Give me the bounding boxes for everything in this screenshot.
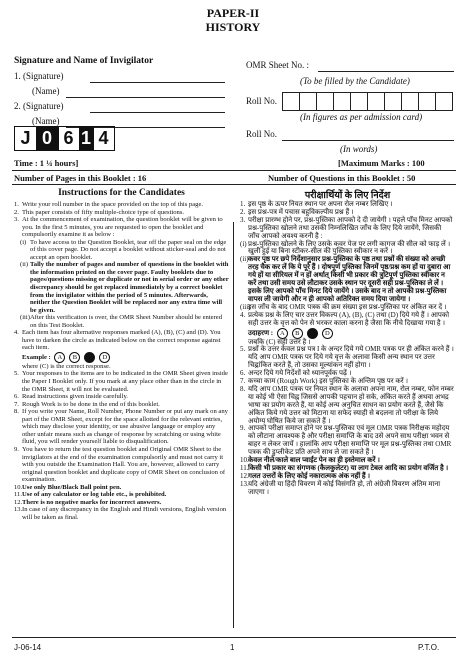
hi-item-text: इस प्रश्न-पत्र में पचास बहुविकल्पीय प्रश्न हैं । <box>248 207 354 216</box>
en-item-number: 8. <box>14 408 19 416</box>
en-item-number: 13. <box>14 506 23 514</box>
hi-item-text: गलत उत्तरों के लिए कोई नकारात्मक अंक नहीं हैं । <box>248 471 370 480</box>
en-item <box>14 408 229 446</box>
en-item <box>14 446 229 484</box>
hi-item <box>240 241 454 257</box>
en-item <box>14 201 229 209</box>
instructions-hi-heading: परीक्षार्थियों के लिए निर्देश <box>304 191 391 201</box>
hi-item-number: 9. <box>240 424 246 433</box>
hi-item-number: 13. <box>240 479 249 488</box>
en-item <box>14 261 229 314</box>
hi-item-number: 11. <box>240 464 249 472</box>
hi-item-number: 10. <box>240 456 249 465</box>
question-count: Number of Questions in this Booklet : 50 <box>268 173 416 183</box>
en-item <box>14 239 229 262</box>
hi-example-bubble: B <box>292 328 303 339</box>
roll-no-hint: (In figures as per admission card) <box>300 112 423 122</box>
en-item <box>14 329 229 352</box>
en-item <box>14 209 229 217</box>
hi-item <box>240 312 454 328</box>
en-item-text: Read instructions given inside carefully. <box>22 393 128 401</box>
hi-item-number: (iii) <box>240 302 251 311</box>
hi-item-text: इस पृष्ठ के ऊपर नियत स्थान पर अपना रोल नम्बर लिखिए । <box>248 200 393 208</box>
en-item-number: 4. <box>14 329 19 337</box>
hi-item-number: (ii) <box>240 255 249 264</box>
hi-item-number: 6. <box>240 369 246 378</box>
code-char: 0 <box>36 126 59 151</box>
code-char: 6 <box>57 126 80 151</box>
hi-example-label: उदाहरण : <box>248 328 275 337</box>
hi-item-text: केवल नीले/काले बाल प्वाईंट पेन का ही इस्तेमाल करें । <box>248 456 380 465</box>
hi-example-bubble: D <box>322 328 333 339</box>
hi-item-number: 12. <box>240 471 249 480</box>
en-item-text: If you write your Name, Roll Number, Phone Number or put any mark on any part of the OMR Sheet, except for the space allotted for the relevant entries, which may disclose your identity, or use abusive language or employ any other unfair means such as change of response by scratching or using white fluid, you will render yourself liable to disqualification. <box>22 408 228 446</box>
hi-item <box>240 256 454 303</box>
time-label: Time : 1 ¼ hours] <box>14 158 79 168</box>
hi-item-text: परीक्षा प्रारम्भ होने पर, प्रश्न-पुस्तिका आपको दे दी जायेगी । पहले पाँच मिनट आपको प्रश्न-पुस्तिका खोलने तथा उसकी निम्नलिखित जाँच के लिए दिये जायेंगे, जिसकी जाँच आपको अवश्य करनी है : <box>248 215 453 240</box>
en-item-text: Write your roll number in the space provided on the top of this page. <box>22 201 204 208</box>
footer-pto: P.T.O. <box>418 643 440 652</box>
en-item <box>14 506 229 521</box>
en-item-text: Your responses to the items are to be indicated in the OMR Sheet given inside the Paper I Booklet only. If you mark at any place other than in the circle in the OMR Sheet, it will not be evaluated. <box>22 370 228 393</box>
hi-example-bubble: A <box>277 328 288 339</box>
divider <box>12 170 456 171</box>
en-item-text: At the commencement of examination, the question booklet will be given to you. In the first 5 minutes, you are requested to open the booklet and compulsorily examine it as below : <box>22 216 223 239</box>
roll-words-label: Roll No. <box>246 129 278 139</box>
hi-item-number: 1. <box>240 200 246 208</box>
hi-item-text: जबकि (C) सही उत्तर है । <box>248 337 311 346</box>
hi-item-number: 7. <box>240 377 246 386</box>
hi-item-text: इस जाँच के बाद OMR पत्रक की क्रम संख्या इस प्रश्न-पुस्तिका पर अंकित कर दें । <box>248 302 447 311</box>
code-char: 1 <box>79 126 94 151</box>
name-1-line[interactable] <box>66 97 225 98</box>
instructions-en-list <box>14 201 229 521</box>
en-item <box>14 314 229 329</box>
en-item-number: 10. <box>14 483 23 491</box>
hi-item-number: 4. <box>240 310 246 319</box>
en-item-text: In case of any discrepancy in the English and Hindi versions, English version will be taken as final. <box>22 506 227 521</box>
signature-2-line[interactable] <box>90 112 225 113</box>
instructions-hi-list <box>240 201 454 497</box>
divider <box>12 184 456 185</box>
hi-item <box>240 217 454 241</box>
en-example-bubble: C <box>84 352 95 363</box>
en-item <box>14 216 229 239</box>
en-item-number: (ii) <box>20 261 29 269</box>
en-item-text: Rough Work is to be done in the end of this booklet. <box>22 400 160 408</box>
signature-2-label: 2. (Signature) <box>14 101 64 111</box>
en-item-text: Tally the number of pages and number of questions in the booklet with the information printed on the cover page. Faulty booklets due to pages/questions missing or duplicate or not in serial order or any other discrepancy should be got replaced immediately by a correct booklet from the invigilator within the period of 5 minutes. Afterwards, neither the Question Booklet will be replaced nor any extra time will be given. <box>30 261 229 314</box>
en-item-number: 9. <box>14 445 19 453</box>
omr-sheet-label: OMR Sheet No. : <box>246 60 309 70</box>
en-item <box>14 499 229 507</box>
invigilator-heading: Signature and Name of Invigilator <box>14 56 154 66</box>
en-item-number: 12. <box>14 498 23 506</box>
hi-item-text: आपको परीक्षा समाप्त होने पर प्रश्न-पुस्तिका एवं मूल OMR पत्रक निरीक्षक महोदय को लौटाना आवश्यक है और परीक्षा समाप्ति के बाद उसे अपने साथ परीक्षा भवन से बाहर न लेकर जायें । हालांकि आप परीक्षा समाप्ति पर मूल प्रश्न-पुस्तिका तथा OMR पत्रक की डुप्लीकेट प्रति अपने साथ ले जा सकते हैं । <box>248 424 452 457</box>
en-example-row <box>14 352 229 363</box>
omr-sheet-hint: (To be filled by the Candidate) <box>300 76 410 86</box>
instructions-en-heading: Instructions for the Candidates <box>58 188 185 198</box>
en-example-bubble: B <box>69 352 80 363</box>
page-count: Number of Pages in this Booklet : 16 <box>14 173 147 183</box>
en-item-number: (iii) <box>20 314 30 322</box>
en-item <box>14 491 229 499</box>
name-2-label: (Name) <box>32 116 60 126</box>
code-char: J <box>14 126 37 151</box>
omr-sheet-line[interactable] <box>318 71 454 72</box>
en-item-text: To have access to the Question Booklet, tear off the paper seal on the edge of this cover page. Do not accept a booklet without sticker-seal and do not accept an open booklet. <box>30 238 227 261</box>
hi-item-number: 8. <box>240 384 246 393</box>
en-item <box>14 401 229 409</box>
roll-no-label: Roll No. <box>246 96 278 106</box>
hi-item-text: किसी भी प्रकार का संगणक (कैलकुलेटर) या लाग टेबल आदि का प्रयोग वर्जित है । <box>248 464 449 472</box>
roll-words-line[interactable] <box>282 140 454 141</box>
en-example-bubble: A <box>54 352 65 363</box>
footer-page-number: 1 <box>230 643 235 652</box>
hi-item-text: प्रत्येक प्रश्न के लिए चार उत्तर विकल्प (A), (B), (C) तथा (D) दिये गये हैं । आपको सही उत्तर के वृत्त को पेन से भरकर काला करना है जैसा कि नीचे दिखाया गया है । <box>248 310 450 327</box>
en-item-number: 2. <box>14 208 19 216</box>
signature-1-line[interactable] <box>90 82 225 83</box>
en-item-text: where (C) is the correct response. <box>22 362 111 370</box>
en-item <box>14 393 229 401</box>
hi-item-text: प्रश्नों के उत्तर केवल प्रश्न पत्र I के अन्दर दिये गये OMR पत्रक पर ही अंकित करने हैं । यदि आप OMR पत्रक पर दिये गये वृत्त के अलावा किसी अन्य स्थान पर उत्तर चिह्नांकित करते हैं, तो उसका मूल्यांकन नहीं होगा । <box>248 345 454 370</box>
footer-code: J-06-14 <box>14 643 42 652</box>
roll-words-hint: (In words) <box>340 144 378 154</box>
en-example-label: Example : <box>22 353 53 361</box>
hi-item <box>240 425 454 457</box>
hi-item-number: 2. <box>240 207 246 216</box>
en-item-text: Use of any calculator or log table etc., is prohibited. <box>22 491 167 499</box>
hi-item-text: यदि आप OMR पत्रक पर नियत स्थान के अलावा अपना नाम, रोल नम्बर, फोन नम्बर या कोई भी ऐसा चिह्न जिससे आपकी पहचान हो सके, अंकित करते हैं अथवा अभद्र भाषा का प्रयोग करते हैं, या कोई अन्य अनुचित साधन का प्रयोग करते हैं, जैसे कि अंकित किये गये उत्तर को मिटाना या सफेद स्याही से बदलना तो परीक्षा के लिये अयोग्य घोषित किये जा सकते हैं । <box>248 384 454 425</box>
code-char: 4 <box>92 126 115 151</box>
en-item-text: Use only Blue/Black Ball point pen. <box>22 483 122 491</box>
hi-item-number: 3. <box>240 215 246 224</box>
hi-item <box>240 386 454 426</box>
hi-item-number: 5. <box>240 345 246 354</box>
hi-item-text: कवर पृष्ठ पर छपे निर्देशानुसार प्रश्न-पुस्तिका के पृष्ठ तथा प्रश्नों की संख्या को अच्छी तरह चैक कर लें कि ये पूरे हैं । दोषपूर्ण पुस्तिका जिनमें पृष्ठ/प्रश्न कम हों या दुबारा आ गये हों या सीरियल में न हों अर्थात् किसी भी प्रकार की त्रुटिपूर्ण पुस्तिका स्वीकार न करें तथा उसी समय उसे लौटाकर उसके स्थान पर दूसरी सही प्रश्न-पुस्तिका ले लें । इसके लिए आपको पाँच मिनट दिये जायेंगे । उसके बाद न तो आपकी प्रश्न-पुस्तिका वापस ली जायेगी और न ही आपको अतिरिक्त समय दिया जायेगा । <box>248 255 451 303</box>
hi-item-text: यदि अंग्रेजी या हिंदी विवरण में कोई विसंगति हो, तो अंग्रेजी विवरण अंतिम माना जाएगा । <box>248 479 441 496</box>
footer-divider <box>12 637 456 638</box>
en-example-bubble: D <box>99 352 110 363</box>
en-item-number: 1. <box>14 201 19 208</box>
en-item-number: 3. <box>14 216 19 224</box>
en-item-text: Each item has four alternative responses marked (A), (B), (C) and (D). You have to darken the circle as indicated below on the correct response against each item. <box>22 329 221 352</box>
paper-code <box>14 126 114 151</box>
en-item-number: 7. <box>14 400 19 408</box>
en-item <box>14 484 229 492</box>
hi-item <box>240 346 454 370</box>
hi-example-bubble: C <box>307 328 318 339</box>
en-item <box>14 370 229 393</box>
subject-title: HISTORY <box>205 20 261 34</box>
name-1-label: (Name) <box>32 86 60 96</box>
paper-title: PAPER-II <box>206 6 260 20</box>
en-item-text: There is no negative marks for incorrect answers. <box>22 498 162 506</box>
en-item-number: 6. <box>14 393 19 401</box>
hi-item-text: अन्दर दिये गये निर्देशों को ध्यानपूर्वक पढ़ें । <box>248 369 352 378</box>
en-item-text: After this verification is over, the OMR Sheet Number should be entered on this Test Booklet. <box>30 314 223 329</box>
hi-item-text: प्रश्न-पुस्तिका खोलने के लिए उसके कवर पेज पर लगी कागज की सील को फाड़ लें । खुली हुई या बिना स्टीकर-सील की पुस्तिका स्वीकार न करें । <box>248 239 451 256</box>
en-item-text: You have to return the test question booklet and Original OMR Sheet to the invigilators at the end of the examination compulsorily and must not carry it with you outside the Examination Hall. You are, however, allowed to carry original question booklet and duplicate copy of OMR Sheet on conclusion of examination. <box>22 445 226 484</box>
en-item-number: (i) <box>20 238 27 246</box>
en-item <box>14 363 229 371</box>
en-item-number: 11. <box>14 491 22 499</box>
max-marks: [Maximum Marks : 100 <box>338 158 425 168</box>
en-item-number: 5. <box>14 370 19 378</box>
signature-1-label: 1. (Signature) <box>14 71 64 81</box>
hi-item-number: (i) <box>240 239 247 248</box>
en-item-text: This paper consists of fifty multiple-choice type of questions. <box>22 208 185 216</box>
roll-no-boxes[interactable] <box>282 92 452 111</box>
hi-item-text: कच्चा काम (Rough Work) इस पुस्तिका के अन्तिम पृष्ठ पर करें । <box>248 377 409 386</box>
column-divider <box>233 222 234 628</box>
hi-item <box>240 481 454 497</box>
